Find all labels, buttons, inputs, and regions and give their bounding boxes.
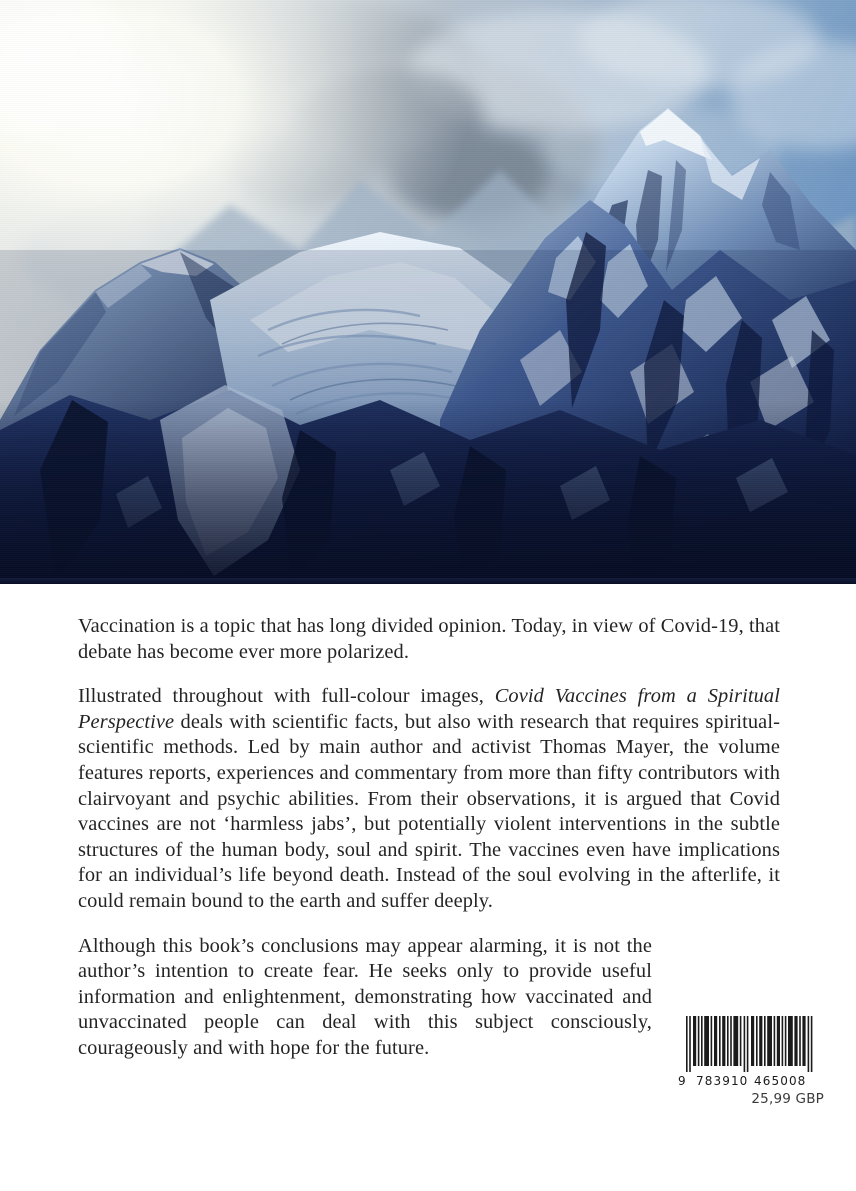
mountain-photo-illustration <box>0 0 856 584</box>
barcode-block <box>676 1016 828 1107</box>
blurb-paragraph-2-rest: deals with scientific facts, but also with research that requires spiritual-scientific methods. Led by main author and activist Thomas Mayer, the volume features reports, experiences and commentary from more than fifty contributors with clairvoyant and psychic abilities. From their observations, it is argued that Covid vaccines are not ‘harmless jabs’, but potentially violent interventions in the subtle structures of the human body, soul and spirit. The vaccines even have implications for an individual’s life beyond death. Instead of the soul evolving in the afterlife, it could remain bound to the earth and suffer deeply. <box>78 710 780 912</box>
blurb-paragraph-2-lead: Illustrated throughout with full-colour images, <box>78 685 495 708</box>
back-cover-blurb <box>78 614 780 1062</box>
cover-photo <box>0 0 856 584</box>
book-title-italic: Covid Vaccines from a Spiritual Perspective <box>78 685 780 733</box>
ean13-barcode-bars <box>676 1016 828 1072</box>
barcode-left-group: 783910 <box>696 1074 749 1088</box>
barcode-right-group: 465008 <box>754 1074 807 1088</box>
blurb-paragraph-3: Although this book’s conclusions may appear alarming, it is not the author’s intention to create fear. He seeks only to provide useful information and enlightenment, demonstrating how vaccinated and unvaccinated people can deal with this subject consciously, courageously and with hope for the future. <box>78 934 652 1059</box>
price-label: 25,99 GBP <box>751 1091 824 1107</box>
barcode-digits <box>676 1073 828 1088</box>
blurb-paragraph-2 <box>78 684 780 914</box>
blurb-paragraph-1: Vaccination is a topic that has long divided opinion. Today, in view of Covid-19, that debate has become ever more polarized. <box>78 615 780 663</box>
barcode-lead-digit: 9 <box>678 1074 686 1088</box>
